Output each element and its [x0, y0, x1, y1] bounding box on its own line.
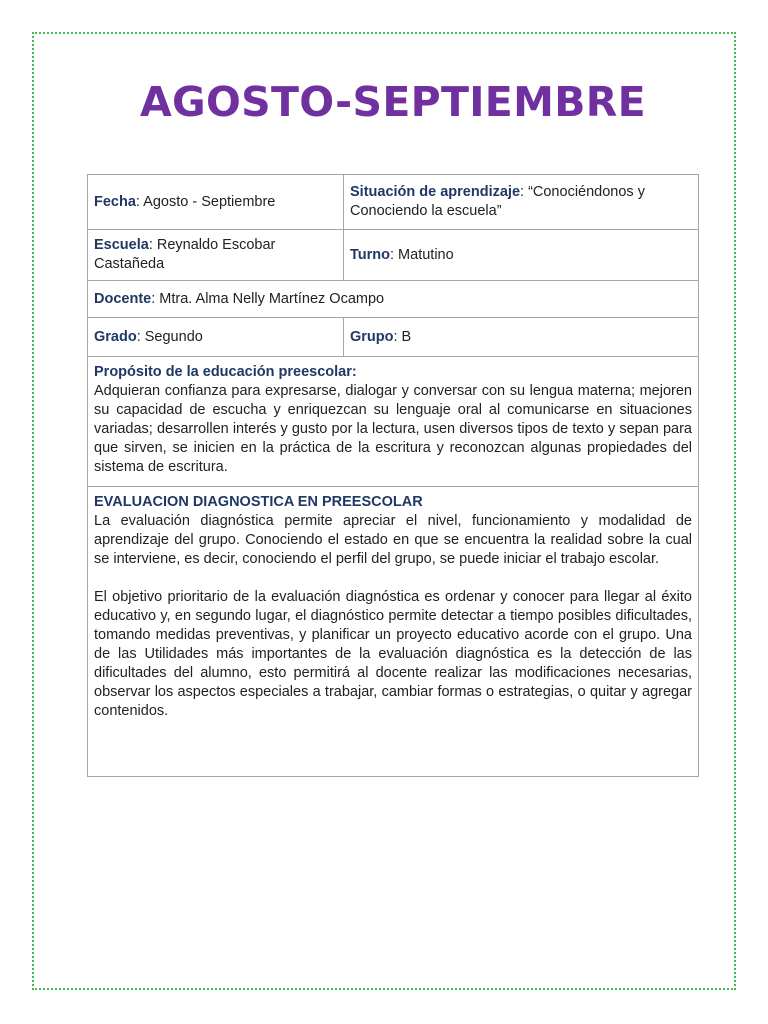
docente-value: : Mtra. Alma Nelly Martínez Ocampo	[151, 290, 385, 307]
table-row	[88, 357, 699, 487]
table-row	[88, 318, 699, 357]
proposito-text: Adquieran confianza para expresarse, dialogar y conversar con su lengua materna; mejoren su capacidad de escucha y enriquezcan su lenguaje oral al comunicarse en situaciones variadas; desarrollen interés y gusto por la lectura, usen diversos tipos de texto y sepan para que sirven, se inicien en la práctica de la escritura y reconozcan algunas propiedades del sistema de escritura.	[94, 383, 692, 475]
docente-label: Docente	[94, 290, 152, 307]
grupo-label: Grupo	[350, 328, 394, 345]
table-row	[88, 230, 699, 281]
evaluacion-paragraph-2: El objetivo prioritario de la evaluación diagnóstica es ordenar y conocer para llegar al éxito educativo y, en segundo lugar, el diagnóstico permite detectar a tiempo posibles dificultades, tomando medidas preventivas, y planificar un proyecto educativo acorde con el grupo. Una de las Utilidades más importantes de la evaluación diagnóstica es la detección de las dificultades del alumno, esto permitirá al docente realizar las modificaciones necesarias, observar los aspectos especiales a trabajar, cambiar formas o estrategias, o quitar y agregar contenidos.	[94, 589, 692, 719]
table-row	[88, 487, 699, 777]
proposito-cell	[88, 357, 699, 487]
evaluacion-paragraph-1: La evaluación diagnóstica permite apreciar el nivel, funcionamiento y modalidad de aprendizaje del grupo. Conociendo el estado en que se encuentra la realidad sobre la cual se interviene, es decir, conociendo el perfil del grupo, se puede iniciar el trabajo escolar.	[94, 513, 692, 567]
situacion-value: : “Conociéndonos y Conociendo la escuela”	[350, 184, 645, 219]
grado-cell	[88, 318, 344, 357]
turno-value: : Matutino	[390, 246, 454, 263]
fecha-value: : Agosto - Septiembre	[135, 193, 276, 210]
grado-value: : Segundo	[136, 328, 203, 345]
turno-label: Turno	[350, 246, 390, 263]
docente-cell	[88, 281, 699, 318]
grupo-cell	[344, 318, 699, 357]
escuela-label: Escuela	[94, 237, 149, 253]
evaluacion-heading: EVALUACION DIAGNOSTICA EN PREESCOLAR	[94, 494, 423, 510]
proposito-heading: Propósito de la educación preescolar:	[94, 364, 357, 380]
situacion-label: Situación de aprendizaje	[350, 184, 521, 200]
table-row	[88, 175, 699, 230]
page-title: AGOSTO-SEPTIEMBRE	[140, 78, 646, 126]
fecha-label: Fecha	[94, 193, 136, 210]
escuela-value: : Reynaldo Escobar Castañeda	[94, 237, 276, 272]
turno-cell	[344, 230, 699, 281]
evaluacion-cell	[88, 487, 699, 777]
info-table	[87, 174, 699, 777]
table-row	[88, 281, 699, 318]
escuela-cell	[88, 230, 344, 281]
fecha-cell	[88, 175, 344, 230]
situacion-cell	[344, 175, 699, 230]
grado-label: Grado	[94, 328, 137, 345]
grupo-value: : B	[393, 328, 412, 345]
